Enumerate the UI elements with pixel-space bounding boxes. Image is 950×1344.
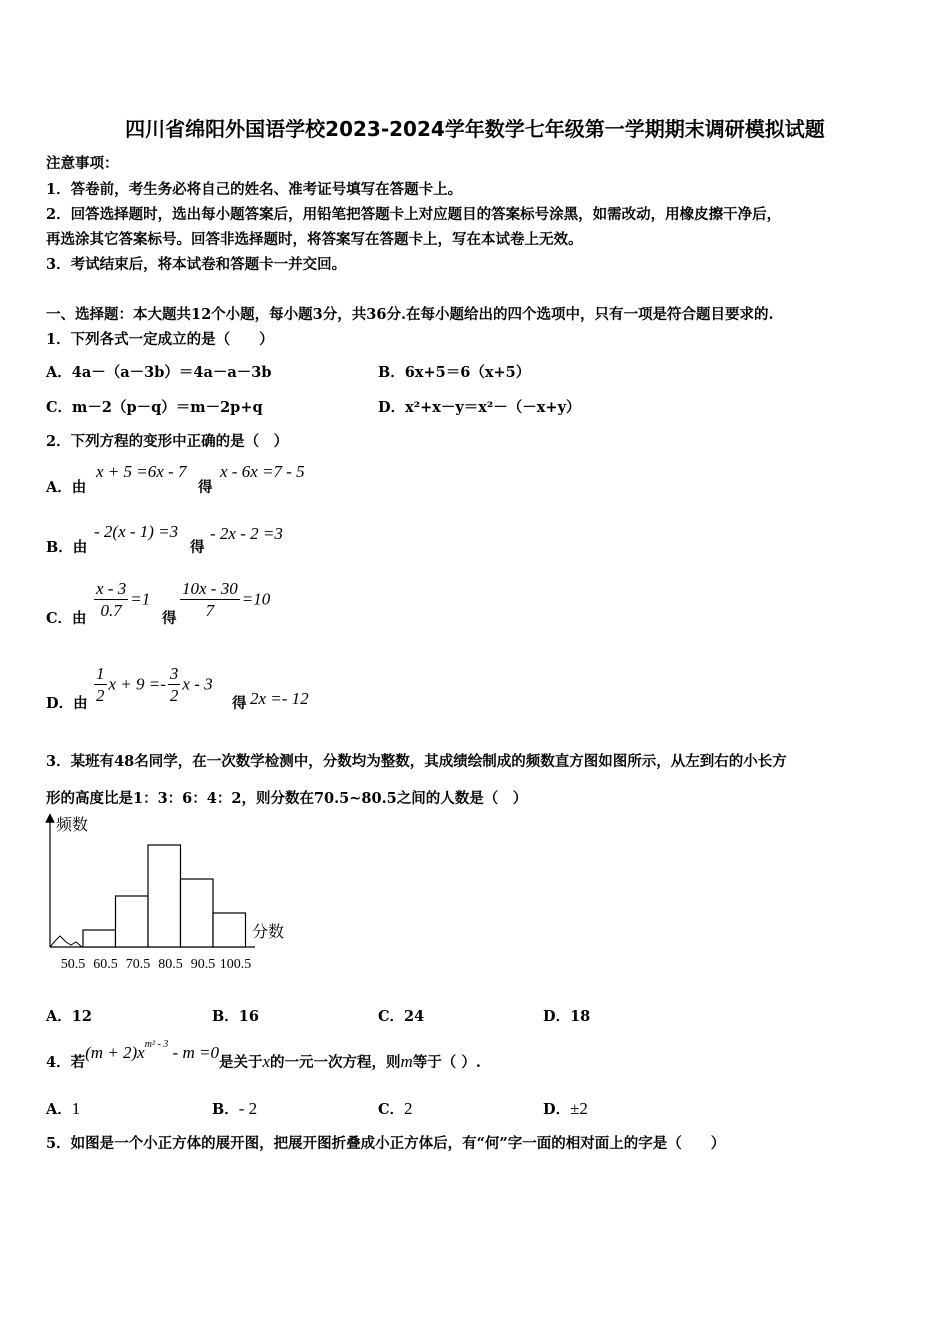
x-tick-label: 80.5 xyxy=(158,957,183,972)
q4-c-label: C． xyxy=(378,1101,405,1118)
note-2b: 再选涂其它答案标号。回答非选择题时，将答案写在答题卡上，写在本试卷上无效。 xyxy=(46,231,583,248)
q4-prefix: 4．若 xyxy=(46,1054,86,1071)
y-axis-label: 频数 xyxy=(56,817,89,834)
q2-b-equation-1: - 2(x - 1) =3 xyxy=(94,522,179,541)
q2-c-den-2: 7 xyxy=(205,601,215,620)
q4-suffix: 等于（ ）. xyxy=(412,1054,481,1071)
q3-option-a: A．12 xyxy=(46,1008,92,1025)
q4-option-c xyxy=(378,1098,413,1119)
q4-expression xyxy=(85,1039,219,1062)
notes-heading: 注意事项： xyxy=(46,155,119,172)
q2-d-num-1: 1 xyxy=(96,664,105,683)
q4-a-value: 1 xyxy=(71,1099,81,1118)
q2-b-equation-2: - 2x - 2 =3 xyxy=(210,524,283,543)
q2-a-equation-1: x + 5 =6x - 7 xyxy=(96,462,187,481)
q4-mid2: 的一元一次方程，则 xyxy=(270,1054,401,1071)
x-tick-label: 60.5 xyxy=(93,957,118,972)
page-title: 四川省绵阳外国语学校2023-2024学年数学七年级第一学期期末调研模拟试题 xyxy=(125,117,825,141)
q4-var-x: x xyxy=(262,1052,270,1071)
q4-expr-main: (m + 2)x xyxy=(85,1043,145,1062)
q4-var-m: m xyxy=(400,1052,413,1071)
histogram-bar-5 xyxy=(213,913,246,947)
q3-stem-line1: 3．某班有48名同学，在一次数学检测中，分数均为整数，其成绩绘制成的频数直方图如图所示，从左到右的小长方 xyxy=(46,753,787,770)
q4-b-label: B． xyxy=(212,1101,239,1118)
histogram-bar-1 xyxy=(83,930,116,947)
histogram-bar-4 xyxy=(181,879,214,947)
q2-a-de: 得 xyxy=(198,479,213,496)
q4-stem xyxy=(46,1039,481,1072)
q3-stem-line2: 形的高度比是1：3：6：4：2，则分数在70.5~80.5之间的人数是（ ） xyxy=(46,790,528,807)
frequency-histogram xyxy=(40,812,300,977)
q4-d-value: ±2 xyxy=(570,1099,588,1118)
q4-mid: 是关于 xyxy=(218,1054,263,1071)
q2-c-de: 得 xyxy=(162,610,177,627)
q2-c-num-1: x - 3 xyxy=(96,579,127,598)
q1-option-b: B．6x+5＝6（x+5） xyxy=(378,364,531,381)
q5-stem: 5．如图是一个小正方体的展开图，把展开图折叠成小正方体后，有“何”字一面的相对面上的字是（ ） xyxy=(46,1135,726,1152)
note-3: 3．考试结束后，将本试卷和答题卡一并交回。 xyxy=(46,256,347,273)
section-heading: 一、选择题：本大题共12个小题，每小题3分，共36分.在每小题给出的四个选项中，只有一项是符合题目要求的. xyxy=(46,306,774,323)
q4-b-value: - 2 xyxy=(238,1099,258,1118)
x-tick-label: 100.5 xyxy=(219,957,252,972)
q4-option-a xyxy=(46,1098,80,1119)
x-axis-label: 分数 xyxy=(252,924,285,941)
histogram-bar-2 xyxy=(116,896,149,947)
q2-option-a-label: A．由 xyxy=(46,479,87,496)
q2-d-de: 得 xyxy=(232,695,247,712)
q2-d-num-2: 3 xyxy=(169,664,179,683)
x-tick-label: 90.5 xyxy=(190,957,216,972)
note-2a: 2．回答选择题时，选出每小题答案后，用铅笔把答题卡上对应题目的答案标号涂黑，如需改动，用橡皮擦干净后， xyxy=(46,206,782,223)
q2-c-den-1: 0.7 xyxy=(100,601,122,620)
q4-a-label: A． xyxy=(46,1101,72,1118)
q2-a-equation-2: x - 6x =7 - 5 xyxy=(220,462,305,481)
q1-option-d: D．x²+x－y＝x²－（－x+y） xyxy=(378,399,581,416)
q4-expr-tail: - m =0 xyxy=(172,1043,219,1062)
q4-d-label: D． xyxy=(543,1101,571,1118)
q1-option-a: A．4a－（a－3b）＝4a－a－3b xyxy=(46,364,272,381)
q2-stem: 2．下列方程的变形中正确的是（ ） xyxy=(46,433,289,450)
q4-option-b xyxy=(212,1098,257,1119)
q2-d-equation-2: 2x =- 12 xyxy=(250,689,309,708)
q2-b-de: 得 xyxy=(190,539,205,556)
q3-option-c: C．24 xyxy=(378,1008,425,1025)
q2-d-equation-1 xyxy=(92,664,213,707)
q1-option-c: C．m－2（p－q）＝m－2p+q xyxy=(46,399,263,416)
q3-option-d: D．18 xyxy=(543,1008,591,1025)
q2-d-mid-1: x + 9 =- xyxy=(108,674,166,694)
q3-option-b: B．16 xyxy=(212,1008,259,1025)
x-tick-label: 70.5 xyxy=(125,957,151,972)
q2-option-c-label: C．由 xyxy=(46,610,87,627)
q2-d-mid-2: x - 3 xyxy=(182,674,213,694)
x-tick-label: 50.5 xyxy=(60,957,86,972)
q1-stem: 1．下列各式一定成立的是（ ） xyxy=(46,331,274,348)
q2-c-rhs-2: =10 xyxy=(241,589,271,609)
q4-c-value: 2 xyxy=(404,1099,413,1118)
histogram-bar-3 xyxy=(148,845,181,947)
axis-break-mark xyxy=(50,936,82,947)
note-1: 1．答卷前，考生务必将自己的姓名、准考证号填写在答题卡上。 xyxy=(46,181,463,198)
q2-c-equation-1 xyxy=(92,579,150,622)
q4-exponent: m² - 3 xyxy=(144,1039,169,1051)
q2-c-rhs-1: =1 xyxy=(130,589,151,609)
q2-option-d-label: D．由 xyxy=(46,695,88,712)
q4-option-d xyxy=(543,1098,588,1119)
q2-d-den-1: 2 xyxy=(96,686,105,705)
q2-option-b-label: B．由 xyxy=(46,539,88,556)
q2-c-equation-2 xyxy=(178,579,270,622)
q2-c-num-2: 10x - 30 xyxy=(182,579,238,598)
q2-d-den-2: 2 xyxy=(169,686,179,705)
